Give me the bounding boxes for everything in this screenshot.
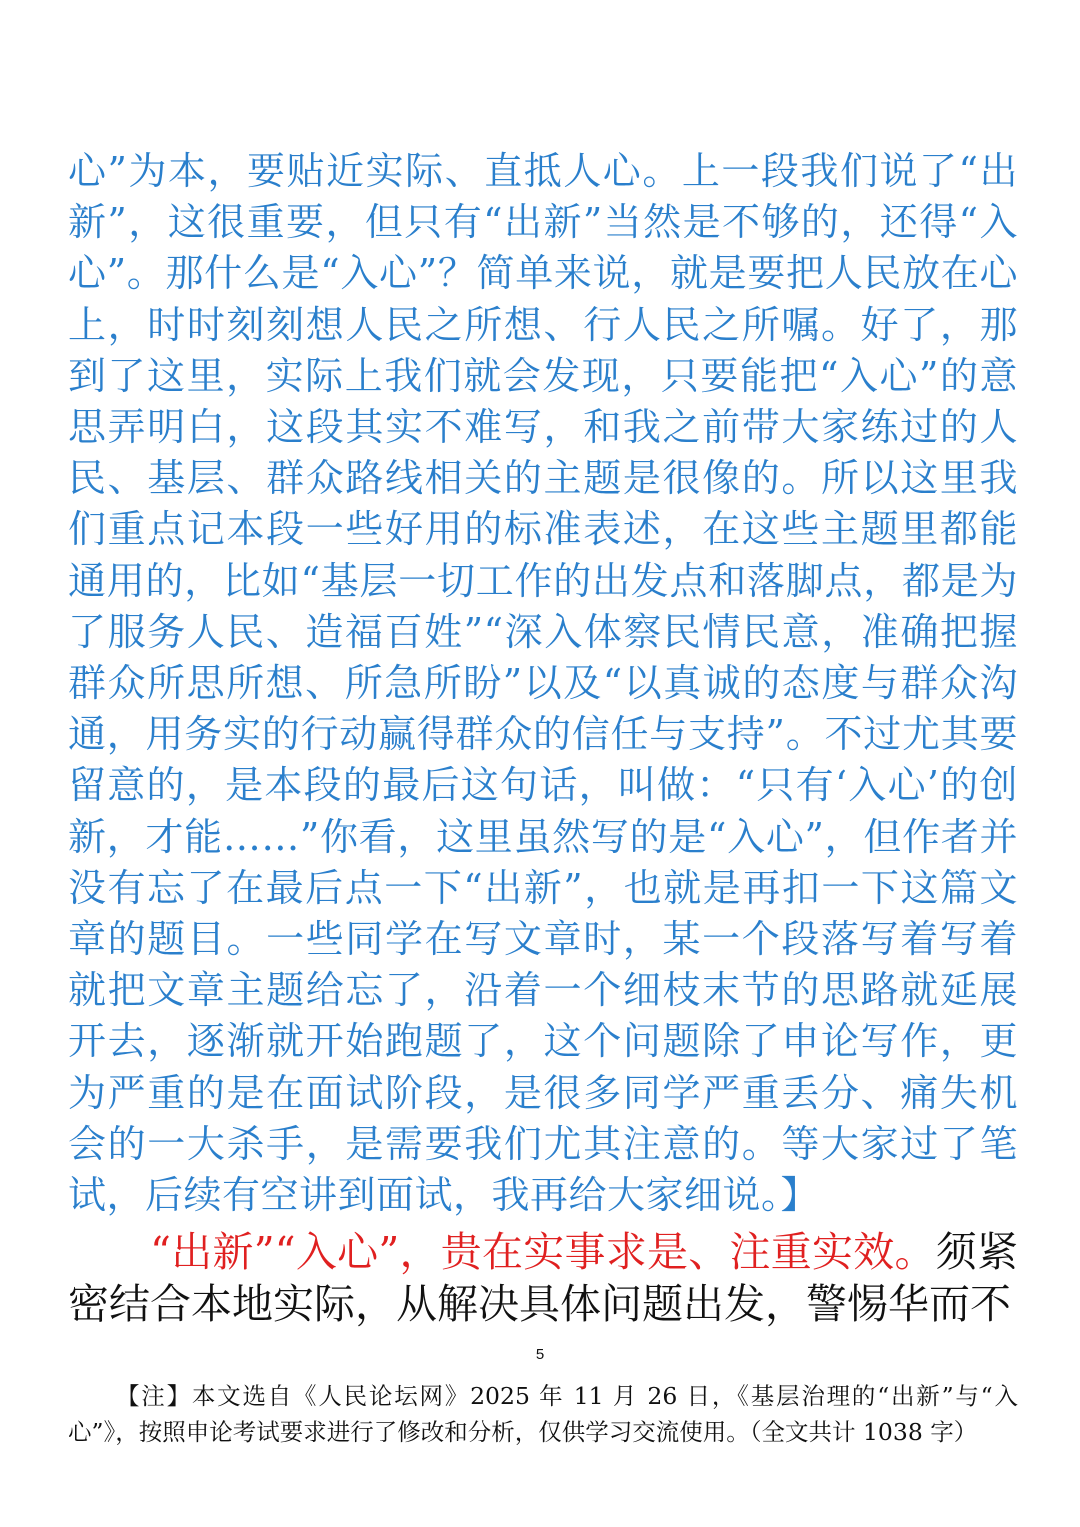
body-paragraph [68,1226,1018,1330]
source-note: 【注】本文选自《人民论坛网》2025 年 11 月 26 日，《基层治理的“出新”与“入心”》，按照申论考试要求进行了修改和分析，仅供学习交流使用。（全文共计 1038 字） [68,1382,1018,1446]
highlight-sentence: “出新”“入心”，贵在实事求是、注重实效。 [150,1228,936,1276]
commentary-paragraph: 心”为本，要贴近实际、直抵人心。上一段我们说了“出新”，这很重要，但只有“出新”当然是不够的，还得“入心”。那什么是“入心”？简单来说，就是要把人民放在心上，时时刻刻想人民之所想、行人民之所嘱。好了，那到了这里，实际上我们就会发现，只要能把“入心”的意思弄明白，这段其实不难写，和我之前带大家练过的人民、基层、群众路线相关的主题是很像的。所以这里我们重点记本段一些好用的标准表述，在这些主题里都能通用的，比如“基层一切工作的出发点和落脚点，都是为了服务人民、造福百姓”“深入体察民情民意，准确把握群众所思所想、所急所盼”以及“以真诚的态度与群众沟通，用务实的行动赢得群众的信任与支持”。不过尤其要留意的，是本段的最后这句话，叫做：“只有‘入心’的创新，才能……”你看，这里虽然写的是“入心”，但作者并没有忘了在最后点一下“出新”，也就是再扣一下这篇文章的题目。一些同学在写文章时，某一个段落写着写着就把文章主题给忘了，沿着一个细枝末节的思路就延展开去，逐渐就开始跑题了，这个问题除了申论写作，更为严重的是在面试阶段，是很多同学严重丢分、痛失机会的一大杀手，是需要我们尤其注意的。等大家过了笔试，后续有空讲到面试，我再给大家细说。】 [68,149,1018,1218]
page-number: 5 [535,1346,545,1363]
body-text-continuation: 须紧密结合本地实际，从解决具体问题出发，警惕华而不 [68,1228,1019,1328]
